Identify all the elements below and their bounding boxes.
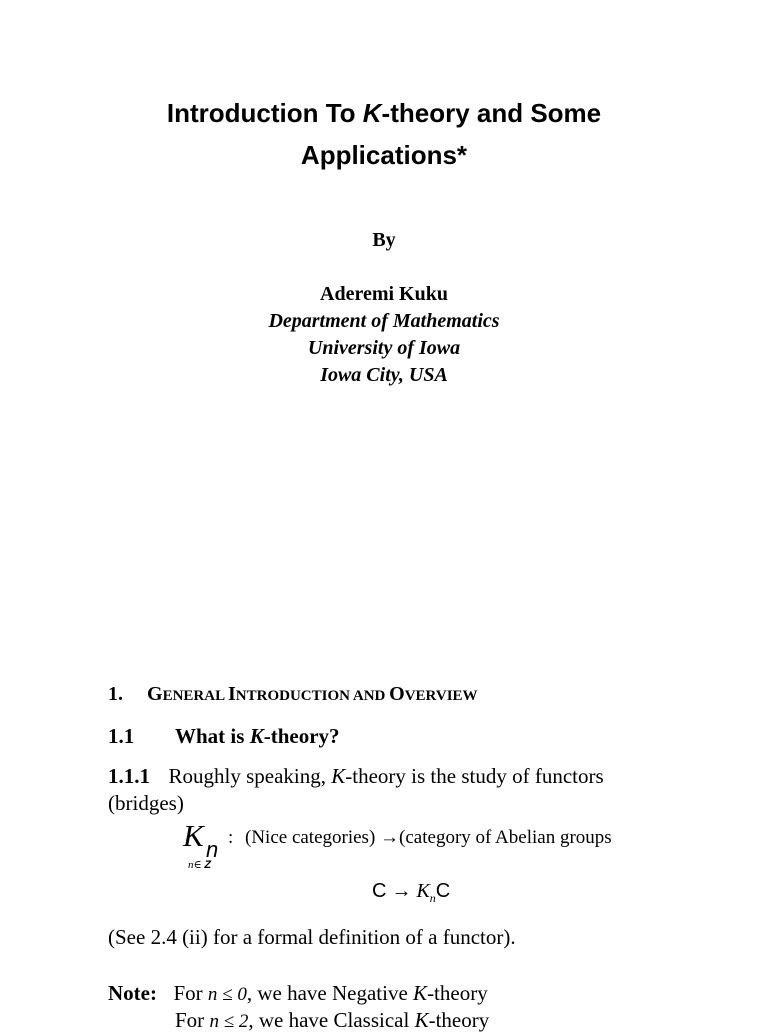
- subsection-number: 1.1: [108, 724, 135, 748]
- paper-title-line-2: Applications*: [300, 140, 468, 170]
- author-department: Department of Mathematics: [268, 310, 500, 332]
- byline-by: By: [372, 229, 396, 251]
- see-note: (See 2.4 (ii) for a formal definition of a functor).: [108, 925, 516, 949]
- note-line-2: For n ≤ 2, we have Classical K-theory: [175, 1008, 490, 1032]
- paragraph-line-2: (bridges): [108, 791, 184, 815]
- formula-colon: :: [228, 827, 234, 848]
- section-heading: [108, 683, 478, 706]
- formula-mapping: (Nice categories) →(category of Abelian groups: [245, 827, 612, 848]
- formula-k-index: n∈ Z: [188, 859, 212, 871]
- formula-map: $C \to K_nC$: [372, 880, 451, 905]
- title-k-symbol: K: [362, 98, 382, 128]
- note-label: Note:: [108, 981, 157, 1005]
- formula-k-symbol: K: [183, 818, 204, 853]
- author-name: Aderemi Kuku: [320, 283, 448, 305]
- paragraph-line-1: 1.1.1 Roughly speaking, K-theory is the study of functors: [108, 764, 604, 788]
- author-university: University of Iowa: [307, 337, 461, 359]
- section-title: GENERAL INTRODUCTION AND OVERVIEW: [147, 683, 478, 705]
- subsection-title: What is K-theory?: [175, 724, 340, 748]
- paragraph-number: 1.1.1: [108, 764, 150, 788]
- title-text: -theory and Some: [381, 98, 602, 128]
- formula-k-subscript: n: [206, 837, 219, 862]
- title-text: Introduction To: [166, 98, 363, 128]
- author-location: Iowa City, USA: [320, 364, 448, 386]
- section-number: 1.: [108, 683, 123, 705]
- paper-title-line-1: [0, 92, 768, 134]
- note-line-1: Note: For n ≤ 0, we have Negative K-theory: [108, 981, 488, 1005]
